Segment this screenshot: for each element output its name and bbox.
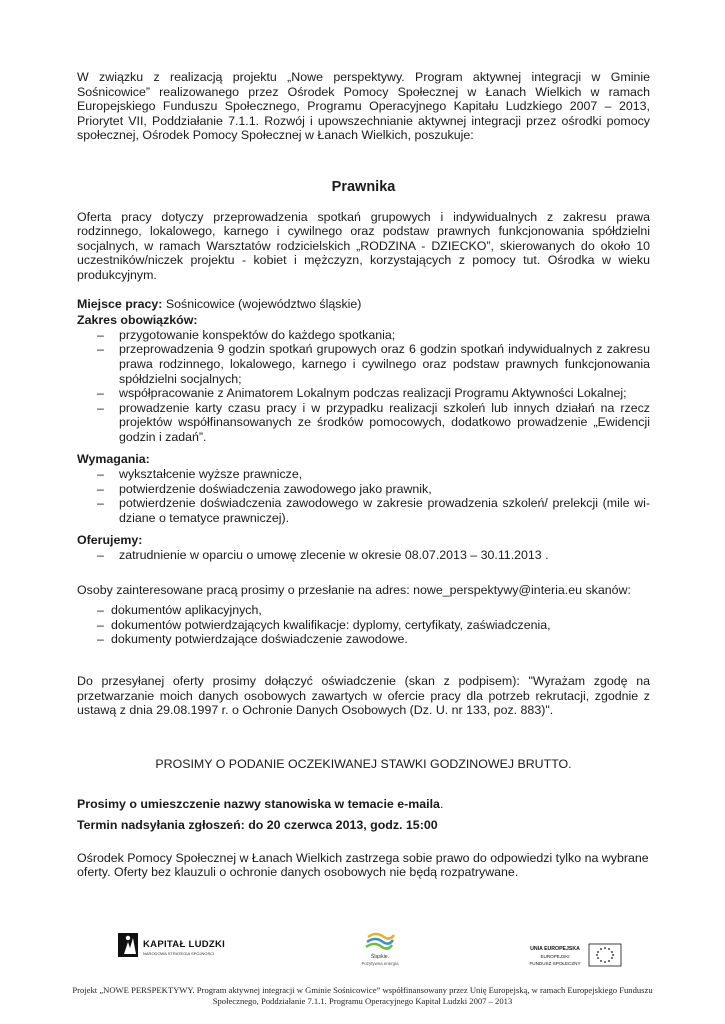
list-item: – zatrudnienie w oparciu o umowę zlecenie w okresie 08.07.2013 – 30.11.2013 . xyxy=(77,548,650,563)
kapital-ludzki-logo xyxy=(118,930,228,964)
rate-request: PROSIMY O PODANIE OCZEKIWANEJ STAWKI GODZINOWEJ BRUTTO. xyxy=(155,756,572,771)
subject-request-dot: . xyxy=(439,797,444,812)
slaskie-subtext: Pozytywna energia xyxy=(361,961,399,966)
list-item: – potwierdzenie doświadczenia zawodowego w zakresie prowadzenia szkoleń/ prelekcji (mile wi-dziane o tematyce prawniczej). xyxy=(77,496,650,525)
eu-text-2: EUROPEJSKI xyxy=(540,954,570,959)
send-documents-list xyxy=(77,603,650,647)
duties-heading: Zakres obowiązków: xyxy=(77,313,198,328)
list-item: – dokumentów aplikacyjnych, xyxy=(77,603,650,618)
list-item: – przeprowadzenia 9 godzin spotkań grupowych oraz 6 godzin spotkań indywidualnych z zakresu prawa rodzinnego, lokalowego, karnego i cywilnego oraz podstaw prawnych funkcjonowania spółdzielni socjalnych; xyxy=(77,342,650,386)
kapital-ludzki-subtext: NARODOWA STRATEGIA SPÓJNOŚCI xyxy=(143,951,215,956)
kapital-ludzki-text: KAPITAŁ LUDZKI xyxy=(143,939,226,950)
footer-text: Projekt „NOWE PERSPEKTYWY. Program aktywnej integracji w Gminie Sośnicowice” współfinansowany przez Unię Europejską, w ramach Europejskiego Funduszu Społecznego, Poddziałanie 7.1.1. Programu Operacyjnego Kapitał Ludzki 2007 – 2013 xyxy=(72,985,653,1006)
list-item: – dokumentów potwierdzających kwalifikacje: dyplomy, certyfikaty, zaświadczenia, xyxy=(77,618,650,633)
location-label: Miejsce pracy: xyxy=(77,296,163,311)
list-item: – potwierdzenie doświadczenia zawodowego jako prawnik, xyxy=(77,482,650,497)
duties-list xyxy=(77,328,650,445)
offering-list xyxy=(77,548,650,563)
send-instructions: Osoby zainteresowane pracą prosimy o przesłanie na adres: nowe_perspektywy@interia.eu skanów: xyxy=(77,582,631,597)
deadline: Termin nadsyłania zgłoszeń: do 20 czerwca 2013, godz. 15:00 xyxy=(77,817,438,832)
list-item: – przygotowanie konspektów do każdego spotkania; xyxy=(77,328,650,343)
eu-text-3: FUNDUSZ SPOŁECZNY xyxy=(529,961,581,966)
document-body xyxy=(77,70,650,880)
reserve-paragraph: Ośrodek Pomocy Społecznej w Łanach Wielkich zastrzega sobie prawo do odpowiedzi tylko na wybrane oferty. Oferty bez klauzuli o ochronie danych osobowych nie będą rozpatrywane. xyxy=(77,850,649,880)
list-item: – prowadzenie karty czasu pracy i w przypadku realizacji szkoleń lub innych działań na rzecz projektów współfinansowanych ze środków pomocowych, dodatkowo prowadzenie „Ewidencji godzin i zadań”. xyxy=(77,401,650,445)
intro-paragraph: W związku z realizacją projektu „Nowe perspektywy. Program aktywnej integracji w Gminie Sośnicowice” realizowanego przez Ośrodek Pomocy Społecznej w Łanach Wielkich w ramach Europejskiego Funduszu Społecznego, Programu Operacyjnego Kapitału Ludzkiego 2007 – 2013, Priorytet VII, Poddziałanie 7.1.1. Rozwój i upowszechnianie aktywnej integracji przez ośrodki pomocy społecznej, Ośrodek Pomocy Społecznej w Łanach Wielkich, poszukuje: xyxy=(77,70,650,143)
subject-request-line xyxy=(77,797,650,812)
list-item: – wykształcenie wyższe prawnicze, xyxy=(77,467,650,482)
consent-paragraph: Do przesyłanej oferty prosimy dołączyć oświadczenie (skan z podpisem): "Wyrażam zgodę na przetwarzanie moich danych osobowych zawartych w ofercie pracy dla potrzeb rekrutacji, zgodnie z ustawą z dnia 29.08.1997 r. o Ochronie Danych Osobowych (Dz. U. nr 133, poz. 883)". xyxy=(77,674,650,718)
list-item: – dokumenty potwierdzające doświadczenie zawodowe. xyxy=(77,632,650,647)
slaskie-text: Śląskie. xyxy=(370,954,390,960)
list-item: – współpracowanie z Animatorem Lokalnym podczas realizacji Programu Aktywności Lokalnej; xyxy=(77,386,650,401)
offering-heading: Oferujemy: xyxy=(77,533,143,548)
subject-request: Prosimy o umieszczenie nazwy stanowiska w temacie e-maila xyxy=(77,797,440,812)
slaskie-logo xyxy=(358,927,402,967)
eu-logo xyxy=(525,941,625,975)
requirements-heading: Wymagania: xyxy=(77,452,150,467)
location-value: Sośnicowice (województwo śląskie) xyxy=(162,296,362,311)
offer-paragraph: Oferta pracy dotyczy przeprowadzenia spotkań grupowych i indywidualnych z zakresu prawa rodzinnego, lokalowego, karnego i cywilnego oraz podstaw prawnych funkcjonowania spółdzielni socjalnych, w ramach Warsztatów rodzicielskich „RODZINA - DZIECKO”, skierowanych do około 10 uczestników/niczek projektu - kobiet i mężczyzn, korzystających z pomocy tut. Ośrodka w wieku produkcyjnym. xyxy=(77,209,650,282)
job-title: Prawnika xyxy=(331,178,396,195)
requirements-list xyxy=(77,467,650,525)
location-line xyxy=(77,297,650,312)
eu-text-1: UNIA EUROPEJSKA xyxy=(530,946,580,952)
logos-bar xyxy=(0,925,725,975)
